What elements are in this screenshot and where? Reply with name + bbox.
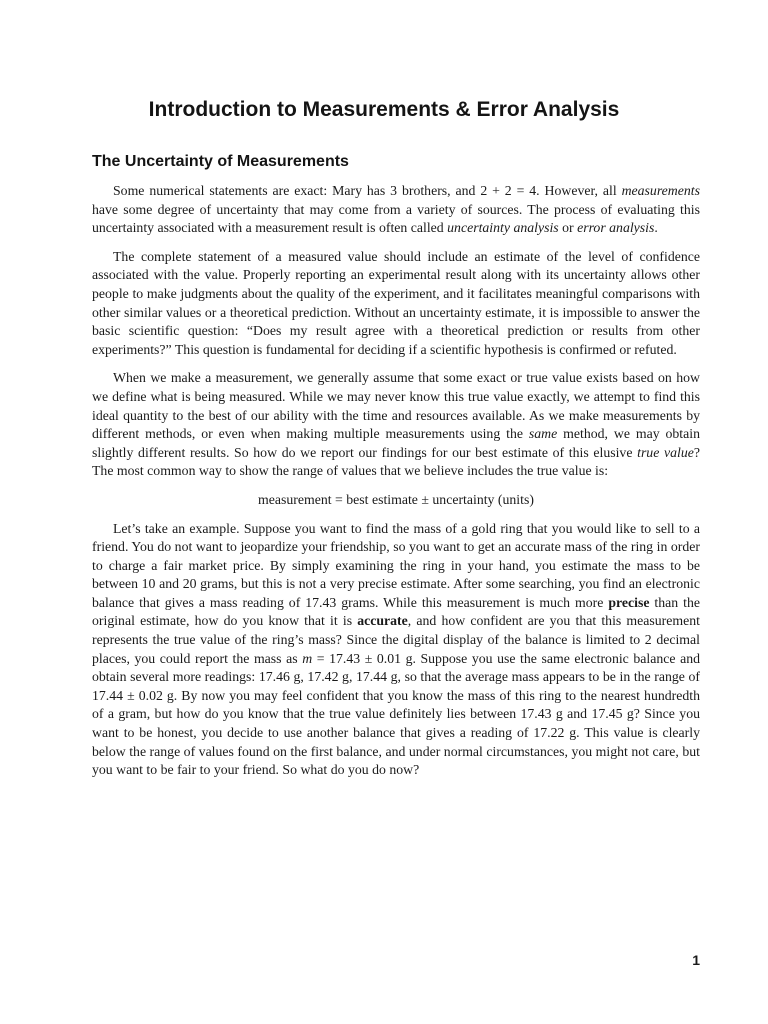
- paragraph-1-text-1: Some numerical statements are exact: Mary has 3 brothers, and 2 + 2 = 4. However, all: [113, 183, 622, 198]
- paragraph-1-text-3: or: [558, 220, 578, 236]
- paragraph-3-emphasis-2: true value: [637, 444, 694, 460]
- paragraph-3-text-3: ? The most common way to show the range of values that we believe includes the true value is:: [92, 444, 700, 479]
- paragraph-1-emphasis-2: uncertainty analysis: [447, 220, 559, 236]
- paragraph-4-bold-1: precise: [608, 594, 650, 610]
- page-number: 1: [692, 952, 700, 968]
- paragraph-3-text-2: method, we may obtain slightly different results. So how do we report our findings for our best estimate of this elusive: [92, 426, 700, 460]
- body-text: [92, 182, 700, 790]
- paragraph-4: [92, 520, 700, 780]
- measurement-equation: measurement = best estimate ± uncertainty (units): [258, 491, 534, 507]
- paragraph-1-emphasis-3: error analysis: [577, 220, 655, 236]
- section-heading: The Uncertainty of Measurements: [92, 153, 349, 170]
- paragraph-4-text-1: Let’s take an example. Suppose you want to find the mass of a gold ring that you would like to sell to a friend. You do not want to jeopardize your friendship, so you want to get an accurate mass of the ring in order to charge a fair market price. By simply examining the ring in your hand, you estimate the mass to be between 10 and 20 grams, but this is not a very precise estimate. After some searching, you find an electronic balance that gives a mass reading of 17.43 grams. While this measurement is much more: [92, 520, 700, 610]
- paragraph-1-text-4: .: [654, 220, 658, 236]
- paragraph-3-emphasis-1: same: [528, 426, 558, 442]
- paragraph-4-text-4: = 17.43 ± 0.01 g. Suppose you use the same electronic balance and obtain several more readings: 17.46 g, 17.42 g, 17.44 g, so that the average mass appears to be in the range of 17.44 ± 0.02 g. By now you may feel confident that you know the mass of this ring to the nearest hundredth of a gram, but how do you know that the true value definitely lies between 17.43 g and 17.45 g? Since you want to be honest, you decide to use another balance that gives a reading of 17.22 g. This value is clearly below the range of values found on the first balance, and under normal circumstances, you might not care, but you want to be fair to your friend. So what do you do now?: [92, 650, 700, 778]
- paragraph-1: [92, 182, 700, 238]
- paragraph-3: [92, 369, 700, 481]
- page-title: Introduction to Measurements & Error Analysis: [148, 98, 620, 121]
- paragraph-4-text-3: , and how confident are you that this measurement represents the true value of the ring’s mass? Since the digital display of the balance is limited to 2 decimal places, you could report the mass as: [92, 613, 700, 666]
- paragraph-1-text-2: have some degree of uncertainty that may come from a variety of sources. The process of evaluating this uncertainty associated with a measurement result is often called: [92, 201, 700, 236]
- paragraph-4-emphasis-1: m: [302, 650, 313, 666]
- paragraph-3-text-1: When we make a measurement, we generally assume that some exact or true value exists based on how we define what is being measured. While we may never know this true value exactly, we attempt to find this ideal quantity to the best of our ability with the time and resources available. As we make measurements by different methods, or even when making multiple measurements using the: [92, 370, 700, 442]
- paragraph-2: [92, 248, 700, 360]
- paragraph-4-text-2: than the original estimate, how do you know that it is: [92, 594, 700, 629]
- paragraph-4-bold-2: accurate: [357, 613, 408, 629]
- paragraph-1-emphasis-1: measurements: [621, 183, 700, 198]
- paragraph-2-text-1: The complete statement of a measured value should include an estimate of the level of confidence associated with the value. Properly reporting an experimental result along with its uncertainty allows other people to make judgments about the quality of the experiment, and it facilitates meaningful comparisons with other similar values or a theoretical prediction. Without an uncertainty estimate, it is impossible to answer the basic scientific question: “Does my result agree with a theoretical prediction or results from other experiments?” This question is fundamental for deciding if a scientific hypothesis is confirmed or refuted.: [92, 248, 700, 357]
